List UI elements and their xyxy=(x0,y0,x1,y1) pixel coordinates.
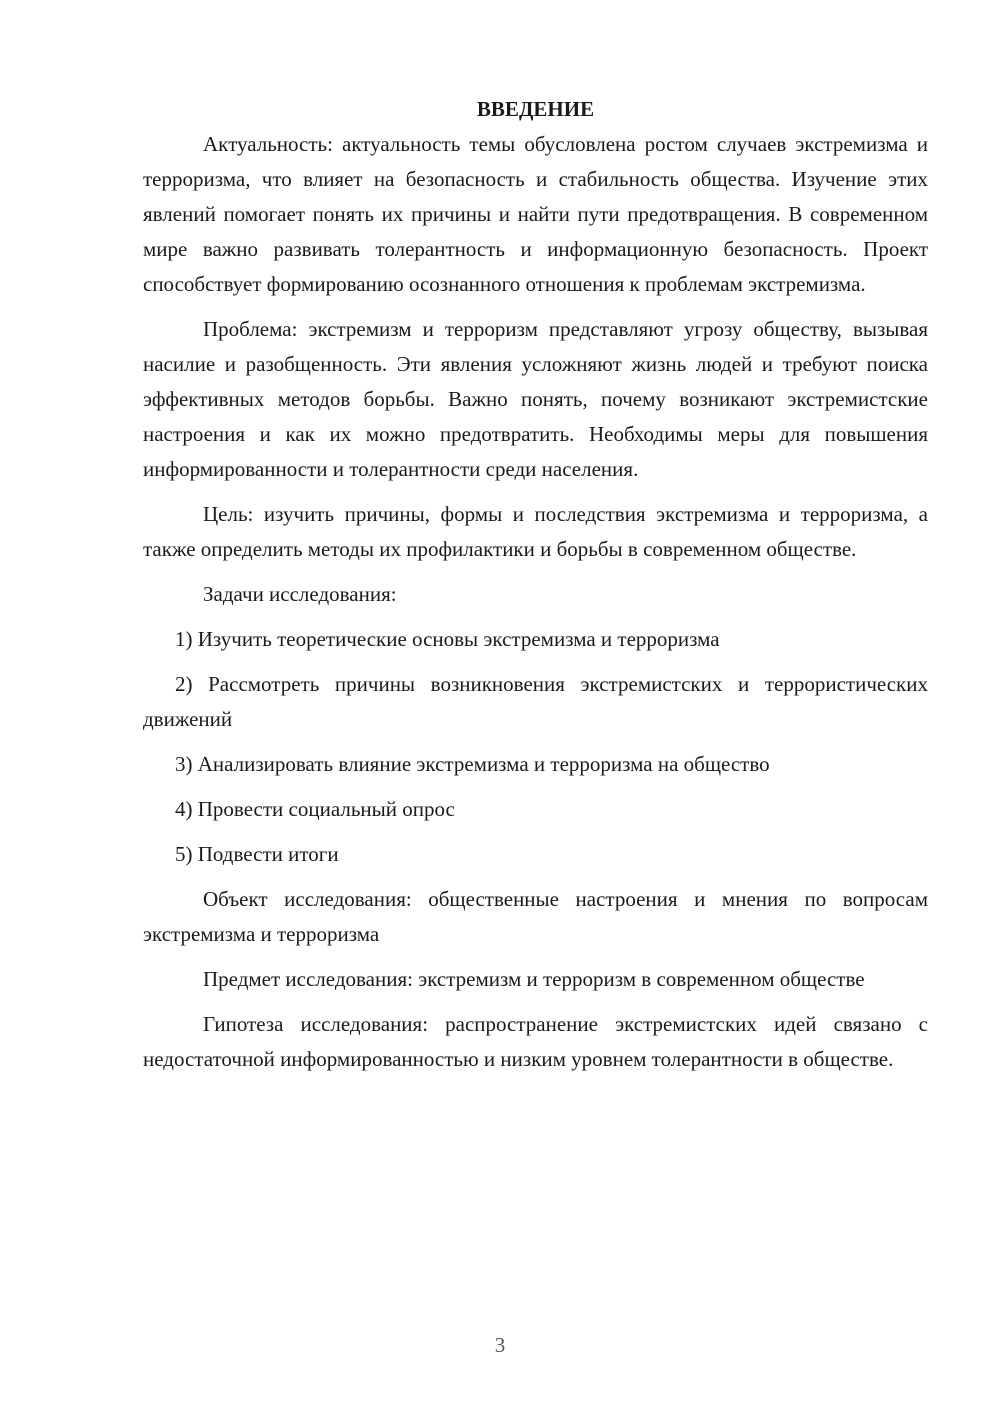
paragraph-subject: Предмет исследования: экстремизм и терроризм в современном обществе xyxy=(203,967,865,991)
page-number: 3 xyxy=(494,1333,506,1357)
paragraph-object: Объект исследования: общественные настроения и мнения по вопросам экстремизма и терроризма xyxy=(143,887,928,946)
tasks-heading: Задачи исследования: xyxy=(203,582,397,606)
task-item-5: 5) Подвести итоги xyxy=(175,842,339,866)
page-title: ВВЕДЕНИЕ xyxy=(476,97,595,121)
document-page xyxy=(143,92,928,1087)
paragraph-hypothesis: Гипотеза исследования: распространение экстремистских идей связано с недостаточной информированностью и низким уровнем толерантности в обществе. xyxy=(143,1012,928,1071)
paragraph-problem: Проблема: экстремизм и терроризм представляют угрозу обществу, вызывая насилие и разобщенность. Эти явления усложняют жизнь людей и требуют поиска эффективных методов борьбы. Важно понять, почему возникают экстремистские настроения и как их можно предотвратить. Необходимы меры для повышения информированности и толерантности среди населения. xyxy=(143,317,928,481)
paragraph-relevance: Актуальность: актуальность темы обусловлена ростом случаев экстремизма и терроризма, что влияет на безопасность и стабильность общества. Изучение этих явлений помогает понять их причины и найти пути предотвращения. В современном мире важно развивать толерантность и информационную безопасность. Проект способствует формированию осознанного отношения к проблемам экстремизма. xyxy=(143,132,928,296)
task-item-4: 4) Провести социальный опрос xyxy=(175,797,455,821)
task-item-2: 2) Рассмотреть причины возникновения экстремистских и террористических движений xyxy=(143,672,928,731)
task-item-1: 1) Изучить теоретические основы экстремизма и терроризма xyxy=(175,627,720,651)
paragraph-goal: Цель: изучить причины, формы и последствия экстремизма и терроризма, а также определить методы их профилактики и борьбы в современном обществе. xyxy=(143,502,928,561)
task-item-3: 3) Анализировать влияние экстремизма и терроризма на общество xyxy=(175,752,770,776)
